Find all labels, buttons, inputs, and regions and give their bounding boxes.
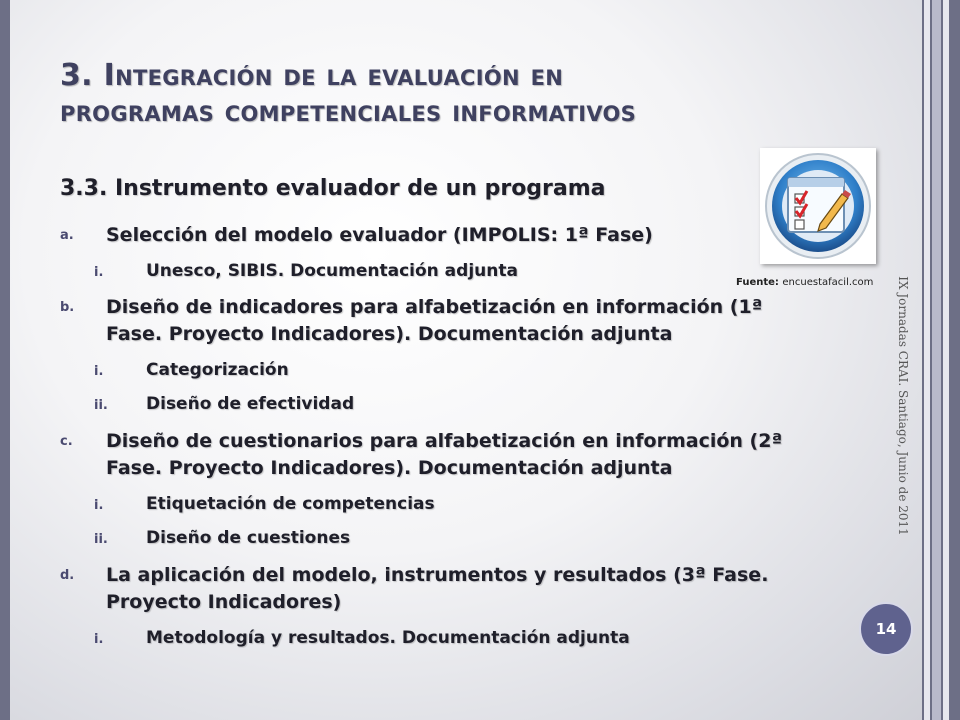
sub-list-marker: i.: [94, 632, 104, 647]
sub-list-item-text: Metodología y resultados. Documentación adjunta: [146, 628, 630, 648]
caption-source: encuestafacil.com: [782, 277, 874, 288]
sub-list-item: [60, 526, 800, 550]
sub-list-item: [60, 358, 800, 382]
list-marker: b.: [60, 300, 75, 315]
content-list: [60, 222, 800, 650]
list-item: [60, 222, 800, 249]
title-line-1: 3. Integración de la evaluación en: [60, 58, 564, 93]
list-marker: a.: [60, 228, 74, 243]
decorative-rail: [924, 0, 930, 720]
sub-list-marker: ii.: [94, 532, 108, 547]
list-item: [60, 562, 800, 616]
caption-label: Fuente:: [736, 277, 779, 288]
sub-list-marker: ii.: [94, 398, 108, 413]
sub-list-item-text: Unesco, SIBIS. Documentación adjunta: [146, 261, 518, 281]
list-item: [60, 294, 800, 348]
list-item: [60, 428, 800, 482]
sub-list-item: [60, 626, 800, 650]
list-item-text: La aplicación del modelo, instrumentos y resultados (3ª Fase. Proyecto Indicadores): [106, 564, 769, 613]
sub-list-item-text: Categorización: [146, 360, 289, 380]
image-caption: [736, 277, 873, 288]
sub-list-item: [60, 392, 800, 416]
sub-list-marker: i.: [94, 364, 104, 379]
list-item-text: Diseño de cuestionarios para alfabetización en información (2ª Fase. Proyecto Indicadores). Documentación adjunta: [106, 430, 783, 479]
list-marker: d.: [60, 568, 75, 583]
sub-list-marker: i.: [94, 265, 104, 280]
survey-image: [760, 148, 876, 264]
decorative-rail: [932, 0, 941, 720]
page-number-badge: [859, 602, 913, 656]
section-subtitle: 3.3. Instrumento evaluador de un programa: [60, 176, 606, 201]
page-number: 14: [875, 620, 897, 638]
title-line-2: programas competenciales informativos: [60, 94, 637, 129]
decorative-rail: [943, 0, 949, 720]
checklist-form-icon: [760, 148, 876, 264]
sub-list-item-text: Diseño de efectividad: [146, 394, 355, 414]
list-item-text: Diseño de indicadores para alfabetización en información (1ª Fase. Proyecto Indicadores). Documentación adjunta: [106, 296, 763, 345]
sub-list-marker: i.: [94, 498, 104, 513]
sub-list-item-text: Diseño de cuestiones: [146, 528, 351, 548]
footer-vertical-text: IX Jornadas CRAI. Santiago, Junio de 2011: [896, 276, 910, 536]
sub-list-item: [60, 259, 800, 283]
slide-title: [60, 58, 820, 130]
list-marker: c.: [60, 434, 73, 449]
list-item-text: Selección del modelo evaluador (IMPOLIS: 1ª Fase): [106, 224, 653, 246]
sub-list-item-text: Etiquetación de competencias: [146, 494, 435, 514]
sub-list-item: [60, 492, 800, 516]
